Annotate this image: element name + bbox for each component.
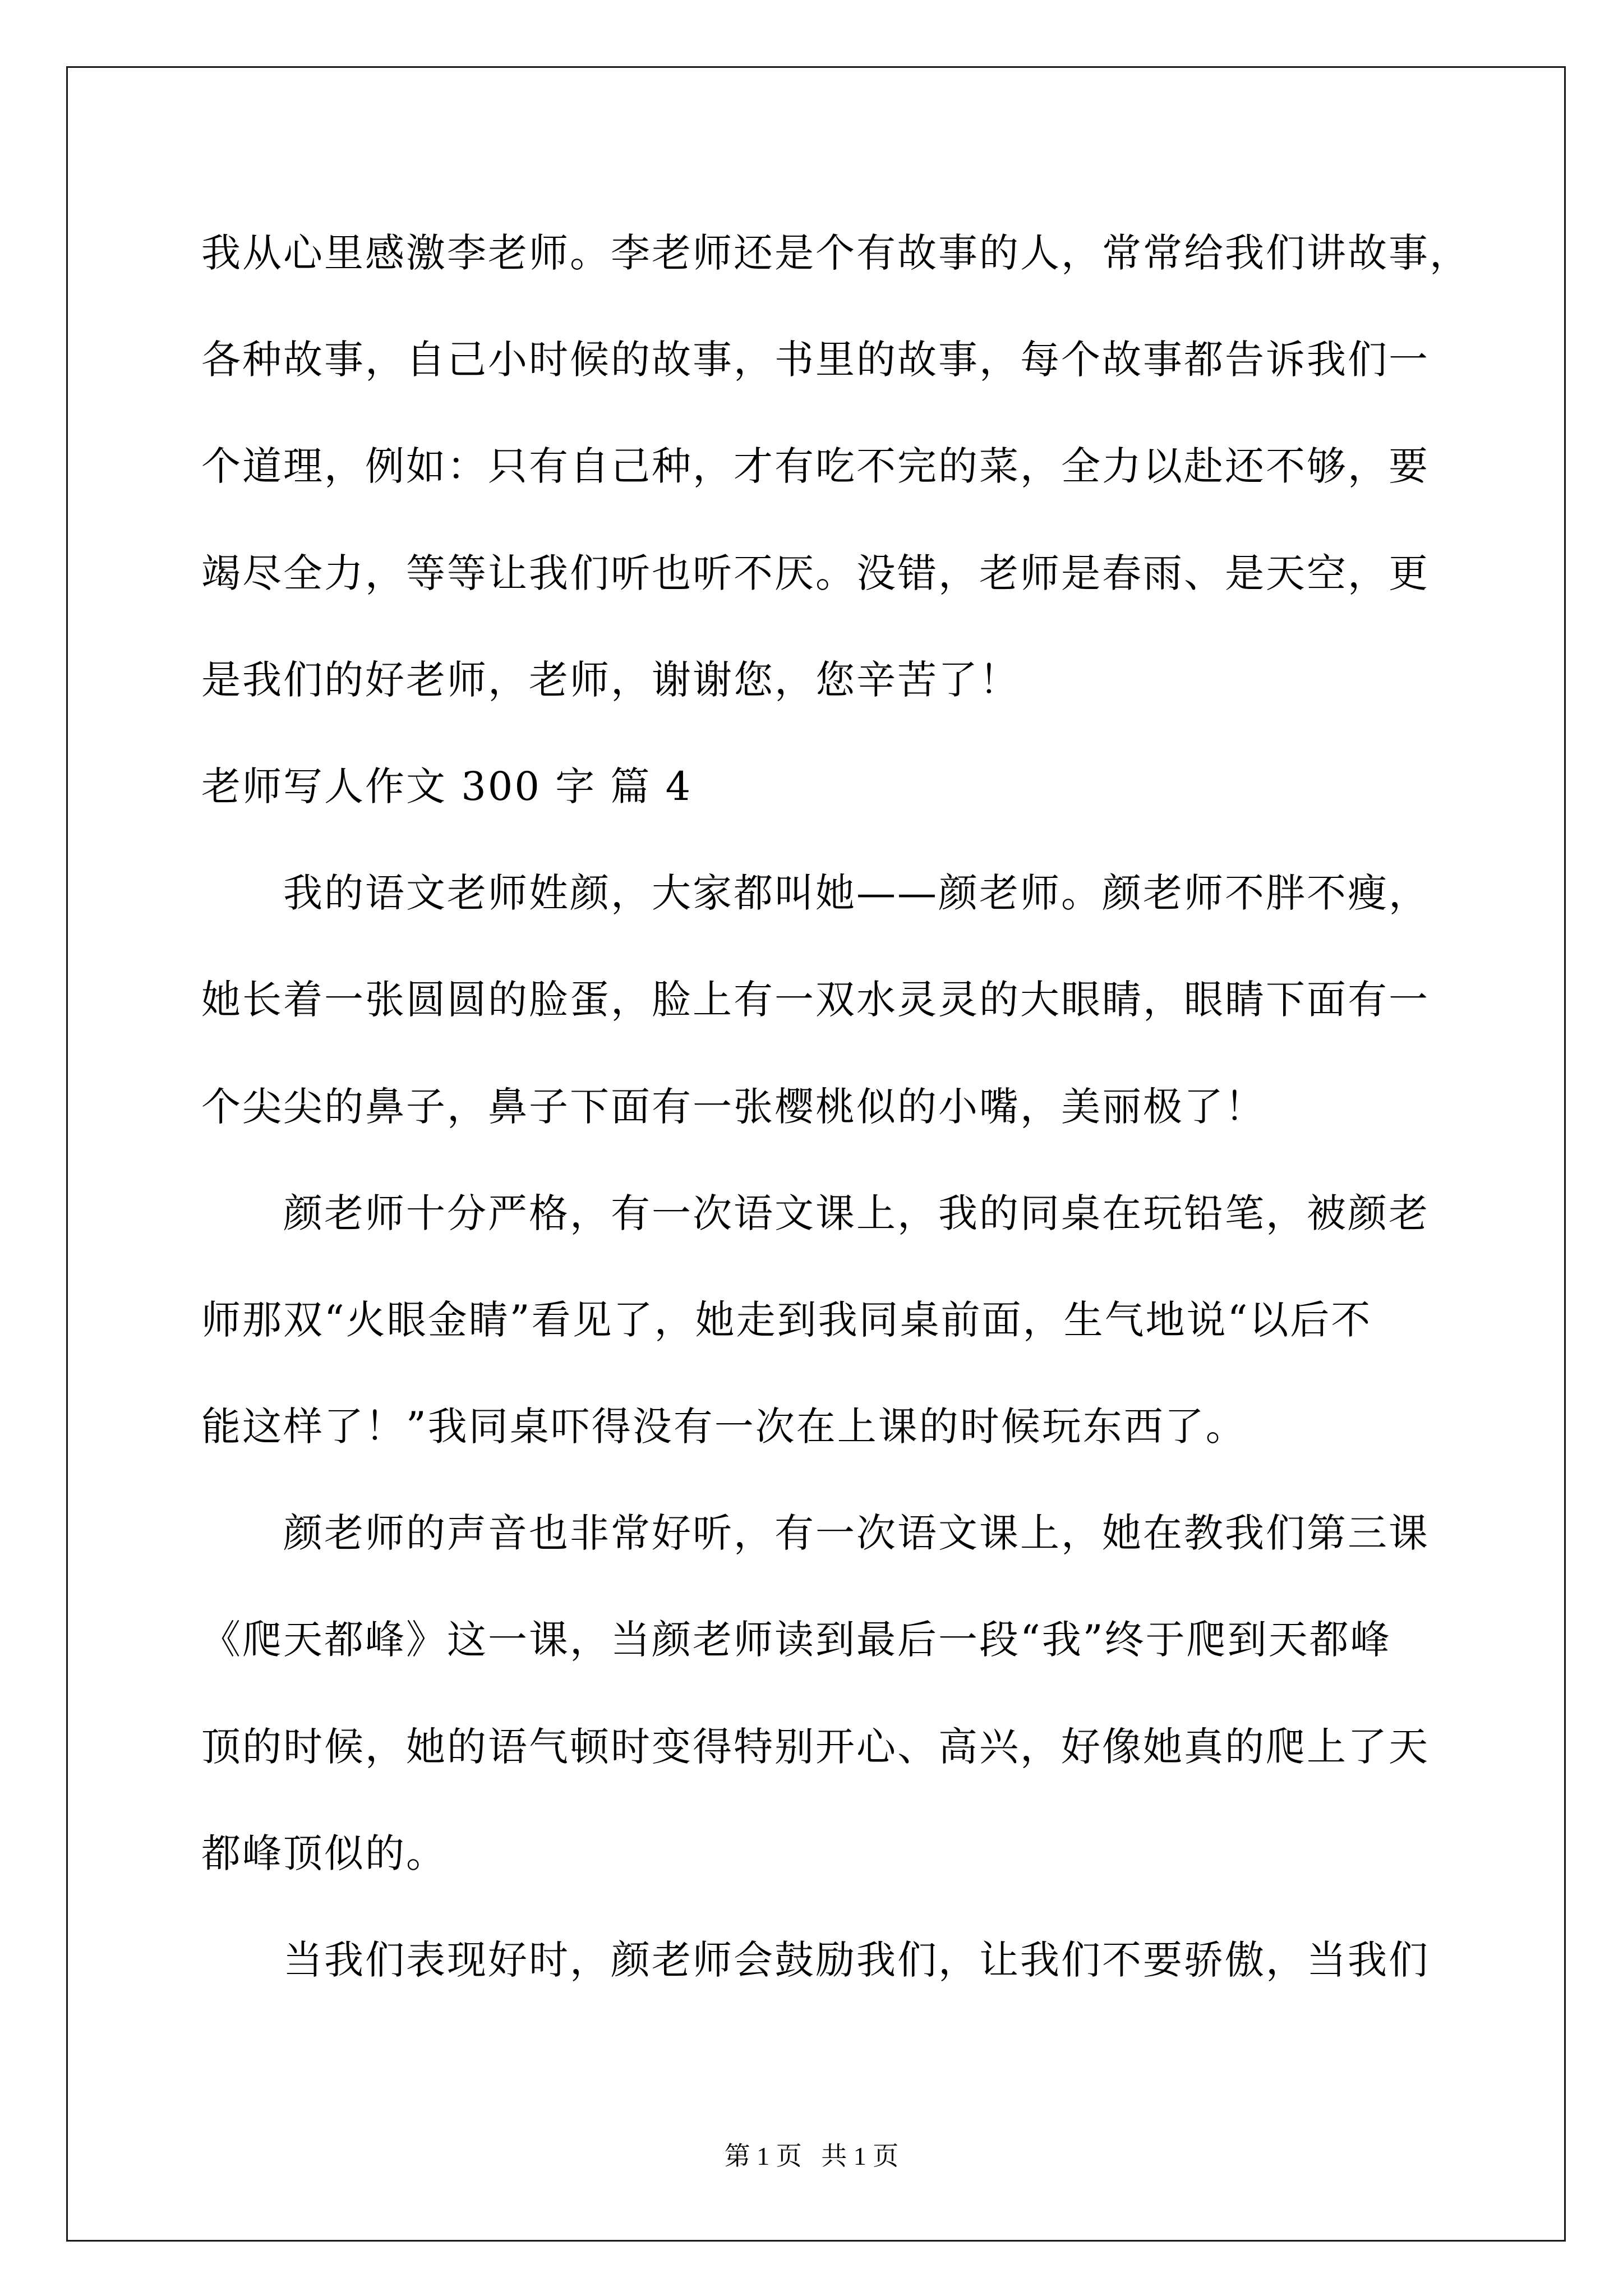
paragraph	[201, 1160, 1547, 1480]
text-line: 是我们的好老师，老师，谢谢您，您辛苦了！	[201, 656, 1020, 703]
document-body	[201, 200, 1547, 2013]
paragraph	[201, 1480, 1547, 1907]
text-line: 我从心里感激李老师。李老师还是个有故事的人，常常给我们讲故事，	[201, 230, 1470, 276]
text-line: 都峰顶似的。	[201, 1830, 447, 1876]
page-number-footer: 第 1 页 共 1 页	[724, 2142, 899, 2170]
section-heading: 老师写人作文 300 字 篇 4	[201, 763, 693, 809]
text-line: 师那双“火眼金睛”看见了，她走到我同桌前面，生气地说“以后不	[201, 1296, 1372, 1343]
text-line: 能这样了！”我同桌吓得没有一次在上课的时候玩东西了。	[201, 1404, 1247, 1450]
text-line: 顶的时候，她的语气顿时变得特别开心、高兴，好像她真的爬上了天	[201, 1723, 1430, 1770]
text-line: 个道理，例如：只有自己种，才有吃不完的菜，全力以赴还不够，要	[201, 443, 1430, 490]
text-line: 个尖尖的鼻子，鼻子下面有一张樱桃似的小嘴，美丽极了！	[201, 1083, 1266, 1130]
text-line: 我的语文老师姓颜，大家都叫她——颜老师。颜老师不胖不瘦，	[283, 870, 1430, 917]
text-line: 她长着一张圆圆的脸蛋，脸上有一双水灵灵的大眼睛，眼睛下面有一	[201, 977, 1430, 1023]
text-line: 各种故事，自己小时候的故事，书里的故事，每个故事都告诉我们一	[201, 337, 1430, 383]
text-line: 竭尽全力，等等让我们听也听不厌。没错，老师是春雨、是天空，更	[201, 550, 1430, 596]
text-line: 当我们表现好时，颜老师会鼓励我们，让我们不要骄傲，当我们	[283, 1937, 1430, 1983]
text-line: 颜老师十分严格，有一次语文课上，我的同桌在玩铅笔，被颜老	[283, 1190, 1430, 1236]
paragraph-continued	[201, 200, 1547, 733]
paragraph	[201, 1907, 1547, 2013]
paragraph	[201, 840, 1547, 1160]
text-line: 《爬天都峰》这一课，当颜老师读到最后一段“我”终于爬到天都峰	[201, 1617, 1391, 1663]
text-line: 颜老师的声音也非常好听，有一次语文课上，她在教我们第三课	[283, 1510, 1430, 1557]
